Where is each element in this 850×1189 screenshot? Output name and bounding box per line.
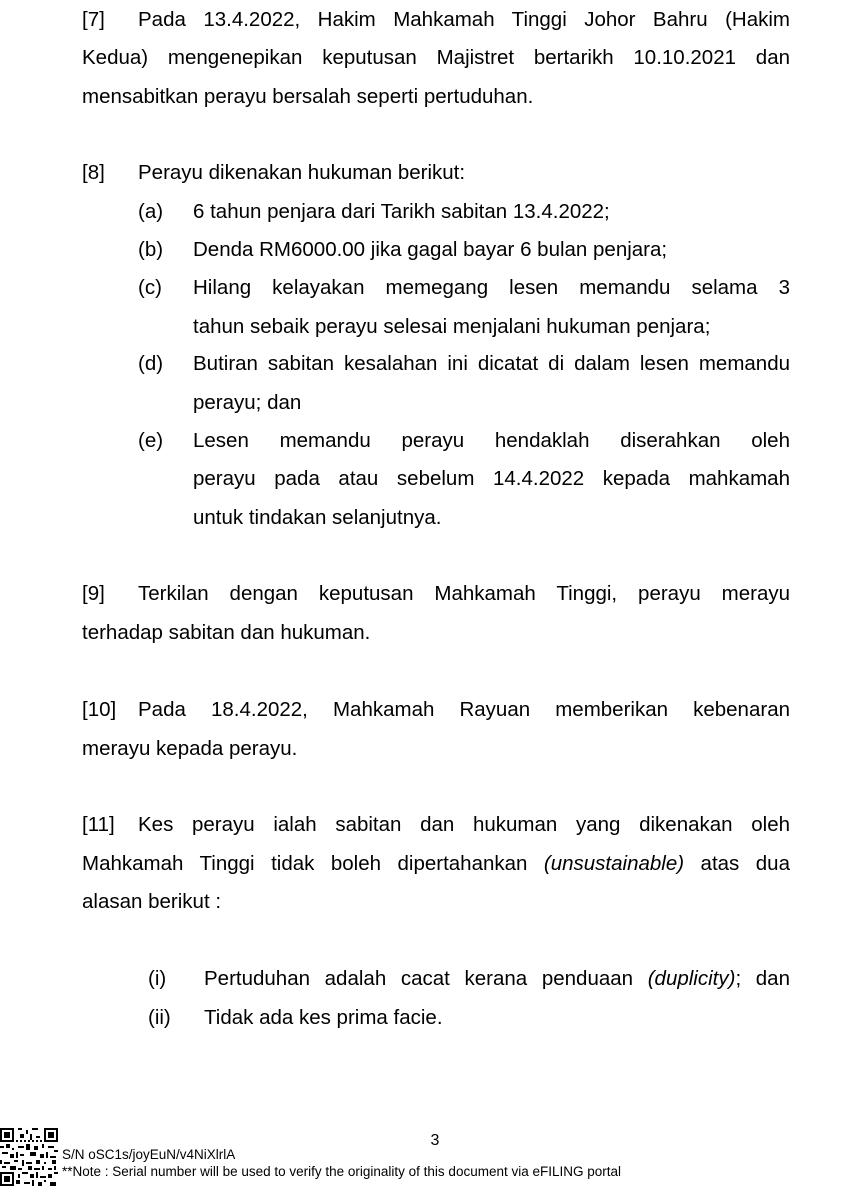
list-item-label: (c) [138,276,162,299]
list-item-text: Hilang kelayakan memegang lesen memandu selama 3 [193,276,790,299]
paragraph-number: [10] [82,698,117,721]
paragraph-number: [7] [82,8,105,31]
paragraph-10-line-1: Pada 18.4.2022, Mahkamah Rayuan memberikan kebenaran [138,698,790,721]
text-run: atas dua [684,852,790,875]
text-run: ; dan [735,967,790,990]
paragraph-7-line-1: Pada 13.4.2022, Hakim Mahkamah Tinggi Johor Bahru (Hakim [138,8,790,31]
list-item-label: (d) [138,352,164,375]
list-item-label: (i) [148,967,167,990]
list-item-text: untuk tindakan selanjutnya. [193,506,442,529]
paragraph-number: [9] [82,582,105,605]
italic-term: (duplicity) [647,967,736,990]
paragraph-10-line-2: merayu kepada perayu. [82,737,298,760]
paragraph-number: [8] [82,161,105,184]
list-item-label: (b) [138,238,164,261]
paragraph-11-line-3: alasan berikut : [82,890,222,913]
list-item-text [204,967,790,991]
paragraph-11-line-1: Kes perayu ialah sabitan dan hukuman yang dikenakan oleh [138,813,790,836]
list-item-text: Tidak ada kes prima facie. [204,1006,443,1029]
paragraph-number: [11] [82,813,115,836]
paragraph-9-line-1: Terkilan dengan keputusan Mahkamah Tinggi, perayu merayu [138,582,790,605]
qr-code-icon [0,1128,58,1186]
page-number: 3 [430,1132,440,1149]
list-item-label: (e) [138,429,164,452]
list-item-label: (ii) [148,1006,171,1029]
list-item-text: Butiran sabitan kesalahan ini dicatat di dalam lesen memandu [193,352,790,375]
paragraph-8-intro: Perayu dikenakan hukuman berikut: [138,161,466,184]
paragraph-11-line-2 [82,852,790,876]
serial-number: S/N oSC1s/joyEuN/v4NiXlrlA [62,1147,236,1162]
list-item-text: Denda RM6000.00 jika gagal bayar 6 bulan penjara; [193,238,668,261]
list-item-text: Lesen memandu perayu hendaklah diserahkan oleh [193,429,790,452]
list-item-text: tahun sebaik perayu selesai menjalani hukuman penjara; [193,315,711,338]
paragraph-9-line-2: terhadap sabitan dan hukuman. [82,621,371,644]
text-run: Mahkamah Tinggi tidak boleh dipertahankan [82,852,544,875]
list-item-text: perayu; dan [193,391,302,414]
italic-term: (unsustainable) [543,852,685,875]
paragraph-7-line-3: mensabitkan perayu bersalah seperti pertuduhan. [82,85,534,108]
text-run: Pertuduhan adalah cacat kerana penduaan [204,967,648,990]
list-item-label: (a) [138,200,164,223]
list-item-text: 6 tahun penjara dari Tarikh sabitan 13.4.2022; [193,200,610,223]
list-item-text: perayu pada atau sebelum 14.4.2022 kepada mahkamah [193,467,790,490]
serial-note: **Note : Serial number will be used to verify the originality of this document via eFILING portal [62,1164,622,1179]
paragraph-7-line-2: Kedua) mengenepikan keputusan Majistret bertarikh 10.10.2021 dan [82,46,790,69]
